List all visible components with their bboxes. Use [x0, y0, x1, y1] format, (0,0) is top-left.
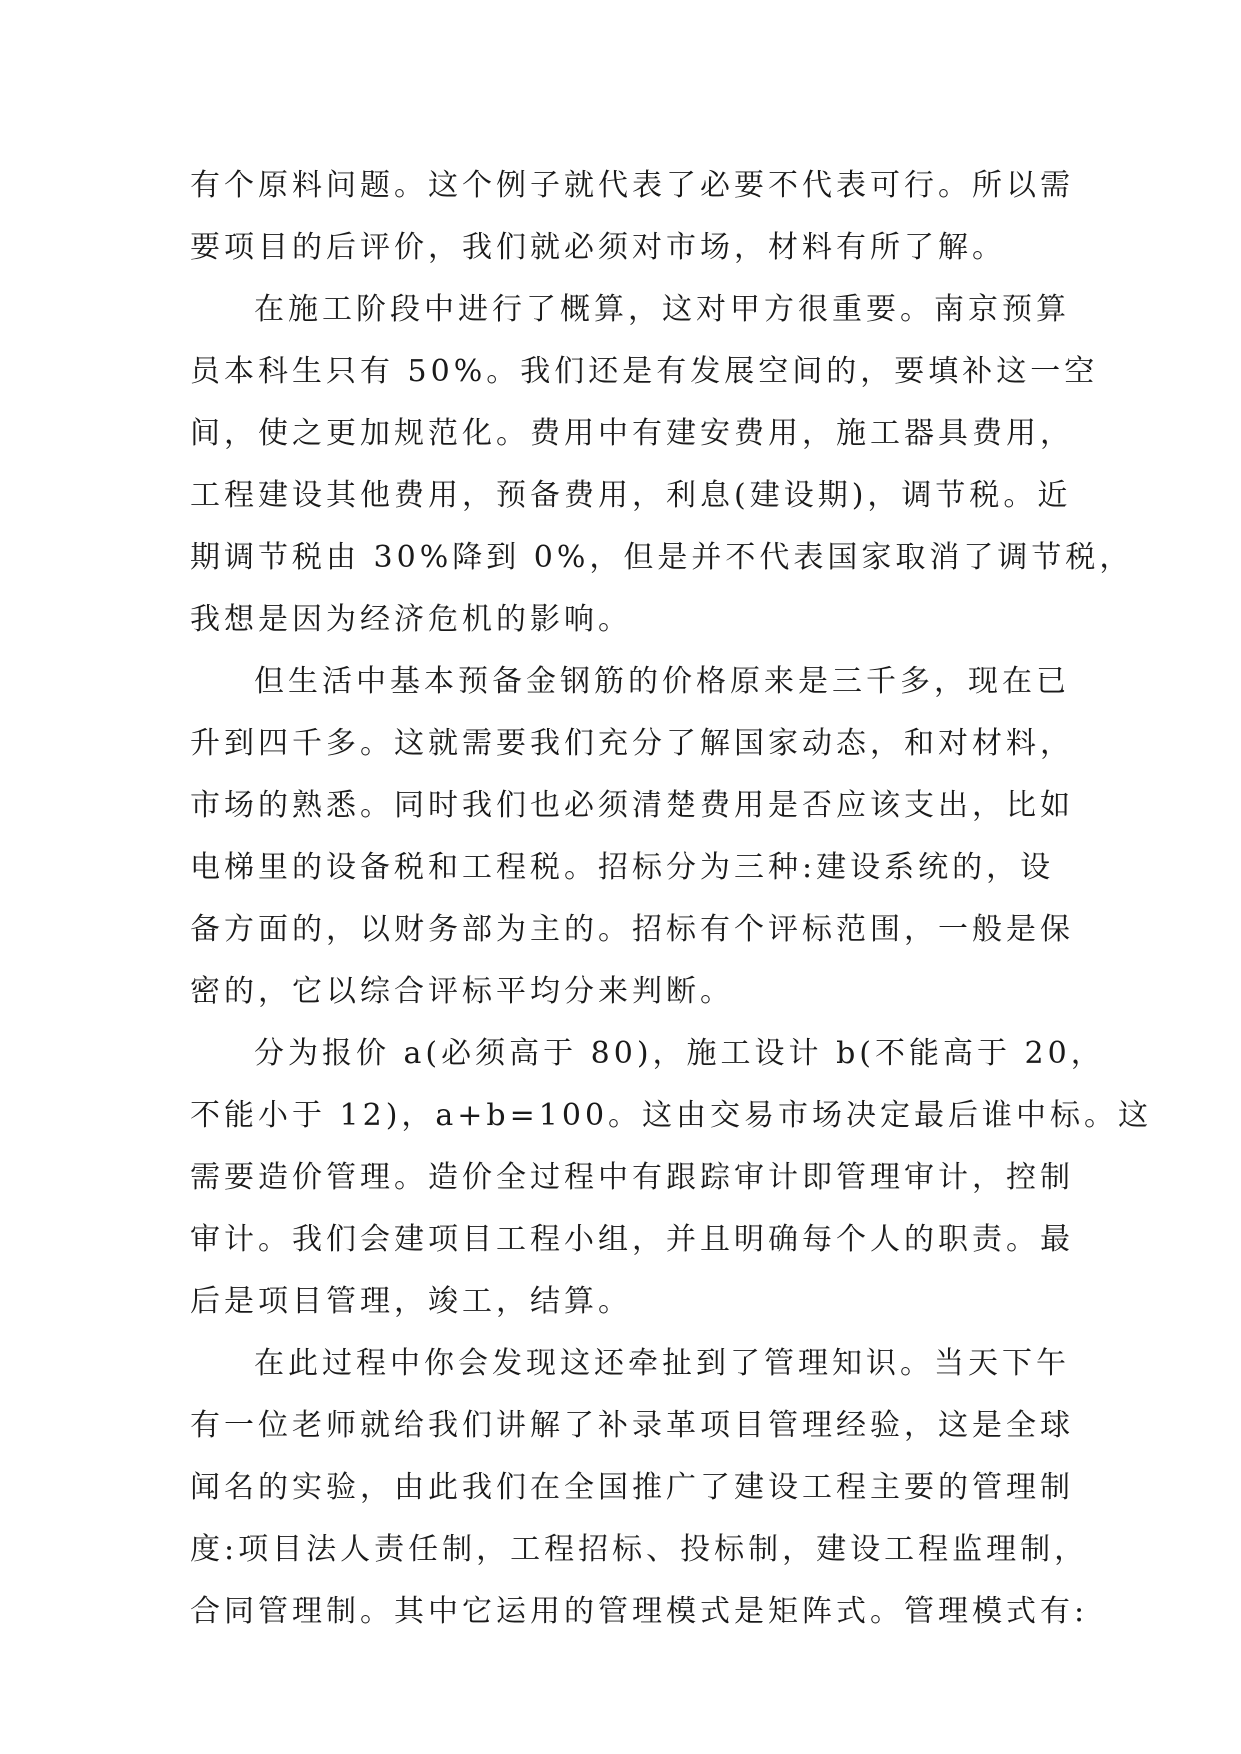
text-line: 度:项目法人责任制，工程招标、投标制，建设工程监理制， — [190, 1532, 1089, 1567]
text-line: 密的，它以综合评标平均分来判断。 — [190, 974, 734, 1009]
paragraph-2 — [190, 279, 1134, 651]
text-line: 在施工阶段中进行了概算，这对甲方很重要。南京预算 — [254, 292, 1070, 327]
paragraph-4 — [190, 1023, 1153, 1333]
text-line: 工程建设其他费用，预备费用，利息(建设期)，调节税。近 — [190, 478, 1072, 513]
text-line: 备方面的，以财务部为主的。招标有个评标范围，一般是保 — [190, 912, 1074, 947]
paragraph-3 — [190, 651, 1074, 1023]
text-line: 在此过程中你会发现这还牵扯到了管理知识。当天下午 — [254, 1346, 1070, 1381]
text-line: 升到四千多。这就需要我们充分了解国家动态，和对材料， — [190, 726, 1074, 761]
text-line: 闻名的实验，由此我们在全国推广了建设工程主要的管理制 — [190, 1470, 1074, 1505]
paragraph-5 — [190, 1333, 1089, 1643]
text-line: 要项目的后评价，我们就必须对市场，材料有所了解。 — [190, 230, 1006, 265]
text-line: 有个原料问题。这个例子就代表了必要不代表可行。所以需 — [190, 168, 1074, 203]
text-line: 不能小于 12)，a+b=100。这由交易市场决定最后谁中标。这 — [190, 1098, 1153, 1133]
text-line: 电梯里的设备税和工程税。招标分为三种:建设系统的，设 — [190, 850, 1055, 885]
text-line: 后是项目管理，竣工，结算。 — [190, 1284, 632, 1319]
text-line: 合同管理制。其中它运用的管理模式是矩阵式。管理模式有: — [190, 1594, 1089, 1629]
text-line: 审计。我们会建项目工程小组，并且明确每个人的职责。最 — [190, 1222, 1074, 1257]
text-line: 间，使之更加规范化。费用中有建安费用，施工器具费用， — [190, 416, 1074, 451]
text-line: 市场的熟悉。同时我们也必须清楚费用是否应该支出，比如 — [190, 788, 1074, 823]
text-line: 分为报价 a(必须高于 80)，施工设计 b(不能高于 20， — [254, 1036, 1105, 1071]
document-body — [190, 155, 1153, 1643]
text-line: 我想是因为经济危机的影响。 — [190, 602, 632, 637]
text-line: 员本科生只有 50%。我们还是有发展空间的，要填补这一空 — [190, 354, 1099, 389]
text-line: 有一位老师就给我们讲解了补录革项目管理经验，这是全球 — [190, 1408, 1074, 1443]
text-line: 需要造价管理。造价全过程中有跟踪审计即管理审计，控制 — [190, 1160, 1074, 1195]
paragraph-1 — [190, 155, 1074, 279]
text-line: 期调节税由 30%降到 0%，但是并不代表国家取消了调节税， — [190, 540, 1134, 575]
text-line: 但生活中基本预备金钢筋的价格原来是三千多，现在已 — [254, 664, 1070, 699]
